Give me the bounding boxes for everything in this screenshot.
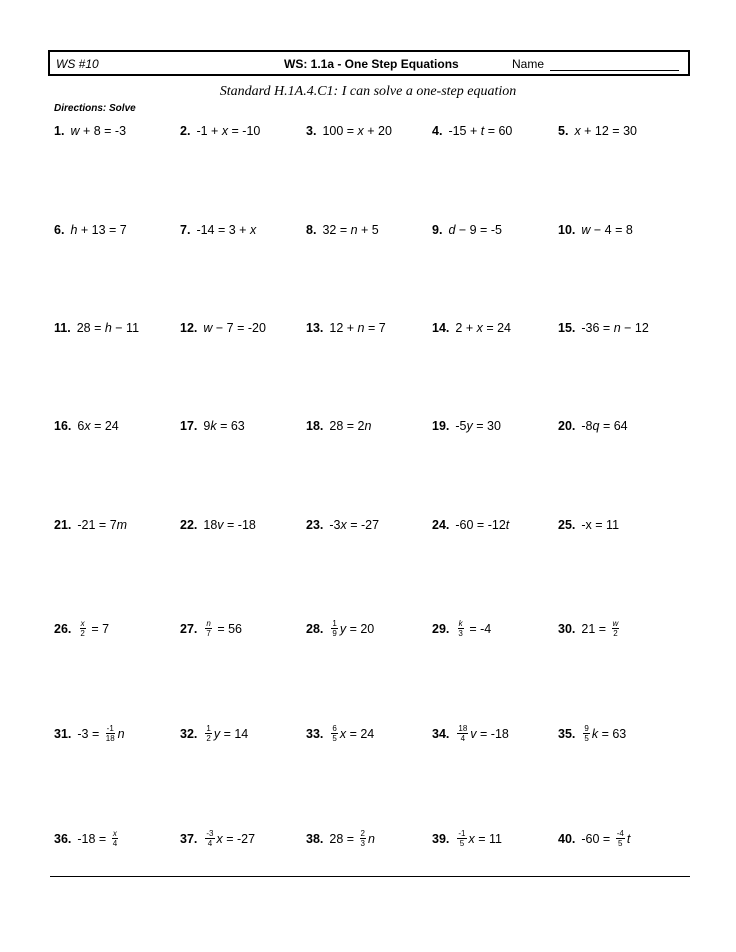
equation-text: = -18 [223,518,256,532]
equation-text: = 63 [598,726,627,741]
equation [70,123,126,139]
fraction-denominator: 2 [80,629,85,638]
problem-22 [180,517,256,533]
problem-number: 1. [54,124,65,138]
variable: q [592,419,600,433]
problem-number: 30. [558,621,576,636]
equation-text: = 7 [364,321,386,335]
directions: Directions: Solve [54,103,136,114]
equation [196,123,260,139]
problem-number: 38. [306,831,324,846]
problem-13 [306,320,386,336]
problem-number: 37. [180,831,198,846]
variable: w [581,223,591,237]
worksheet-title: WS: 1.1a - One Step Equations [284,57,459,71]
equation-text: = 56 [213,621,242,636]
problem-number: 29. [432,621,450,636]
equation-text: = 63 [216,419,245,433]
problem-number: 34. [432,726,450,741]
equation-text: 100 = [322,124,358,138]
variable: w [70,124,80,138]
equation-text: = 14 [220,726,249,741]
equation [329,418,371,434]
variable: y [213,726,221,741]
equation-text: 21 = [581,621,610,636]
variable: n [350,223,358,237]
equation-text: -60 = -12 [455,518,506,532]
problem-5 [558,123,637,139]
equation-text: -3 [329,518,341,532]
equation [448,123,512,139]
problem-number: 21. [54,518,72,532]
equation-text: = 60 [484,124,513,138]
equation-text: -15 + [448,124,481,138]
equation [203,619,242,638]
variable: t [505,518,510,532]
equation-text: + 20 [363,124,392,138]
problem-31 [54,724,125,743]
problem-33 [306,724,374,743]
equation-text: 28 = [76,321,105,335]
equation-text: -5 [455,419,467,433]
problem-number: 22. [180,518,198,532]
equation [581,418,627,434]
problem-number: 16. [54,419,72,433]
equation-text: = 30 [472,419,501,433]
variable: k [591,726,599,741]
variable: v [470,726,477,741]
fraction-numerator: 18 [458,724,468,733]
variable: t [626,831,631,846]
variable: x [249,223,257,237]
fraction-denominator: 4 [460,734,466,743]
equation [455,418,501,434]
problem-number: 8. [306,223,317,237]
equation-text: = -18 [476,726,509,741]
problem-25 [558,517,619,533]
fraction-denominator: 9 [332,629,337,638]
variable: x [221,124,229,138]
equation [581,222,632,238]
equation [70,222,126,238]
variable: y [466,419,473,433]
equation-text: + 8 = -3 [79,124,127,138]
equation [203,829,255,848]
variable: x [468,831,475,846]
problem-number: 19. [432,419,450,433]
variable: w [203,321,213,335]
problem-number: 25. [558,518,576,532]
problem-number: 6. [54,223,65,237]
problem-number: 24. [432,518,450,532]
equation [448,222,502,238]
problem-35 [558,724,626,743]
variable: h [70,223,78,237]
equation [203,724,248,743]
problem-number: 2. [180,124,191,138]
fraction-numerator: 2 [360,829,365,838]
fraction [457,619,463,638]
fraction-denominator: 3 [360,839,365,848]
equation [322,123,392,139]
fraction-denominator: 4 [207,839,213,848]
equation-text: = 24 [482,321,511,335]
problem-6 [54,222,127,238]
equation [329,829,375,848]
problem-number: 23. [306,518,324,532]
problem-32 [180,724,248,743]
equation-text: 32 = [322,223,351,237]
equation-text: -1 + [196,124,222,138]
fraction [583,724,589,743]
variable: x [84,419,91,433]
fraction-denominator: 3 [458,629,463,638]
equation-text: = -10 [228,124,261,138]
variable: v [217,518,224,532]
equation [581,724,626,743]
equation-text: = 7 [87,621,110,636]
problem-36 [54,829,120,848]
equation [77,517,127,533]
problem-number: 3. [306,124,317,138]
fraction [79,619,85,638]
equation [455,517,509,533]
variable: n [364,419,372,433]
worksheet-header [48,50,690,76]
variable: m [116,518,128,532]
fraction-numerator: k [458,619,463,628]
equation [574,123,637,139]
variable: x [216,831,223,846]
equation [455,829,502,848]
problem-39 [432,829,502,848]
problem-20 [558,418,628,434]
equation [329,320,385,336]
problem-number: 5. [558,124,569,138]
fraction-numerator: -1 [106,724,114,733]
equation-text: − 11 [111,321,140,335]
fraction-denominator: 5 [584,734,589,743]
fraction-numerator: -4 [616,829,624,838]
equation-text: 28 = 2 [329,419,365,433]
worksheet-number: WS #10 [56,57,99,71]
problem-number: 7. [180,223,191,237]
fraction-numerator: n [206,619,211,628]
equation-text: = -27 [222,831,256,846]
equation-text: = 20 [346,621,375,636]
equation-text: + 13 = 7 [77,223,127,237]
equation-text: − 9 = -5 [455,223,502,237]
problem-12 [180,320,266,336]
equation-text: -3 = [77,726,103,741]
equation [322,222,378,238]
fraction [205,724,211,743]
variable: x [357,124,364,138]
equation [329,724,374,743]
variable: n [117,726,125,741]
variable: n [357,321,365,335]
equation-text: -8 [581,419,593,433]
problem-14 [432,320,511,336]
fraction [331,724,337,743]
equation-text: 2 + [455,321,477,335]
problem-number: 11. [54,321,71,335]
variable: t [480,124,485,138]
equation [196,222,256,238]
problem-10 [558,222,633,238]
fraction-denominator: 7 [206,629,211,638]
fraction-numerator: 1 [206,724,211,733]
equation [77,619,109,638]
problem-number: 15. [558,321,576,335]
problem-4 [432,123,512,139]
problem-number: 35. [558,726,576,741]
problem-18 [306,418,371,434]
equation-text: = 24 [346,726,375,741]
variable: d [448,223,456,237]
problem-number: 39. [432,831,450,846]
equation-text: -60 = [581,831,614,846]
equation-text: 9 [203,419,211,433]
equation [77,724,124,743]
problem-17 [180,418,245,434]
problem-number: 9. [432,223,443,237]
fraction-denominator: 5 [332,734,337,743]
problem-number: 31. [54,726,72,741]
fraction [616,829,625,848]
fraction-denominator: 2 [613,629,618,638]
problem-number: 14. [432,321,450,335]
problem-number: 27. [180,621,198,636]
problem-number: 36. [54,831,72,846]
fraction-denominator: 5 [618,839,623,848]
problem-number: 20. [558,419,576,433]
problem-number: 18. [306,419,324,433]
equation-text: -18 = [77,831,110,846]
name-label: Name [512,57,545,71]
problem-8 [306,222,379,238]
equation-text: -36 = [581,321,614,335]
fraction [457,829,466,848]
problem-number: 4. [432,124,443,138]
fraction-denominator: 18 [105,734,115,743]
name-blank-line [550,70,679,71]
equation-text: = -27 [346,518,380,532]
equation-text: + 12 = 30 [580,124,637,138]
equation-text: + 5 [357,223,379,237]
equation [455,724,508,743]
equation [581,619,621,638]
variable: x [476,321,483,335]
variable: x [340,518,347,532]
problem-28 [306,619,374,638]
equation-text: − 4 = 8 [590,223,633,237]
problem-21 [54,517,127,533]
problem-15 [558,320,649,336]
problem-16 [54,418,119,434]
standard-statement: Standard H.1A.4.C1: I can solve a one-step equation [219,84,517,99]
problem-3 [306,123,392,139]
problem-11 [54,320,139,336]
problem-number: 13. [306,321,324,335]
problem-number: 32. [180,726,198,741]
problem-number: 40. [558,831,576,846]
equation [77,320,139,336]
equation-text: = 64 [599,419,628,433]
equation [77,829,120,848]
problem-number: 10. [558,223,576,237]
fraction-denominator: 5 [459,839,465,848]
problem-26 [54,619,109,638]
equation-text: − 12 [620,321,649,335]
equation [329,517,379,533]
fraction [112,829,118,848]
equation [581,829,630,848]
problem-number: 17. [180,419,198,433]
equation-text: -14 = 3 + [196,223,250,237]
fraction [457,724,468,743]
fraction-numerator: 1 [332,619,337,628]
equation-text: 12 + [329,321,358,335]
equation-text: 18 [203,518,218,532]
equation [329,619,374,638]
equation-text: -x = 11 [581,518,620,532]
problem-number: 33. [306,726,324,741]
problem-9 [432,222,502,238]
variable: k [210,419,217,433]
fraction [105,724,116,743]
fraction-denominator: 2 [206,734,211,743]
fraction-numerator: -3 [206,829,214,838]
fraction [205,619,211,638]
equation-text: 6 [77,419,85,433]
problem-24 [432,517,509,533]
variable: h [104,321,112,335]
bottom-rule [50,876,690,877]
problem-number: 28. [306,621,324,636]
fraction-numerator: x [80,619,85,628]
fraction-numerator: -1 [458,829,466,838]
equation [581,517,619,533]
fraction-numerator: 6 [332,724,337,733]
problem-40 [558,829,630,848]
fraction [205,829,214,848]
equation-text: -21 = 7 [77,518,117,532]
equation-text: = 11 [474,831,502,846]
equation [203,320,266,336]
problem-2 [180,123,260,139]
equation-text: − 7 = -20 [212,321,266,335]
fraction [331,619,337,638]
problem-number: 12. [180,321,198,335]
problem-number: 26. [54,621,72,636]
fraction-numerator: x [112,829,117,838]
variable: n [613,321,621,335]
problem-37 [180,829,255,848]
fraction [360,829,366,848]
fraction-numerator: w [612,619,619,628]
equation [77,418,118,434]
equation [581,320,648,336]
fraction-numerator: 9 [584,724,589,733]
variable: x [574,124,581,138]
problem-19 [432,418,501,434]
problem-29 [432,619,491,638]
variable: n [368,831,375,846]
variable: x [339,726,347,741]
problem-34 [432,724,509,743]
variable: y [339,621,347,636]
problem-38 [306,829,375,848]
equation [455,320,511,336]
equation-text: 28 = [329,831,358,846]
problem-27 [180,619,242,638]
equation [203,517,255,533]
fraction-denominator: 4 [112,839,118,848]
problem-30 [558,619,621,638]
problem-23 [306,517,379,533]
problem-1 [54,123,126,139]
fraction [612,619,620,638]
equation-text: = 24 [90,419,119,433]
equation [455,619,491,638]
equation-text: = -4 [465,621,492,636]
equation [203,418,244,434]
problem-7 [180,222,256,238]
